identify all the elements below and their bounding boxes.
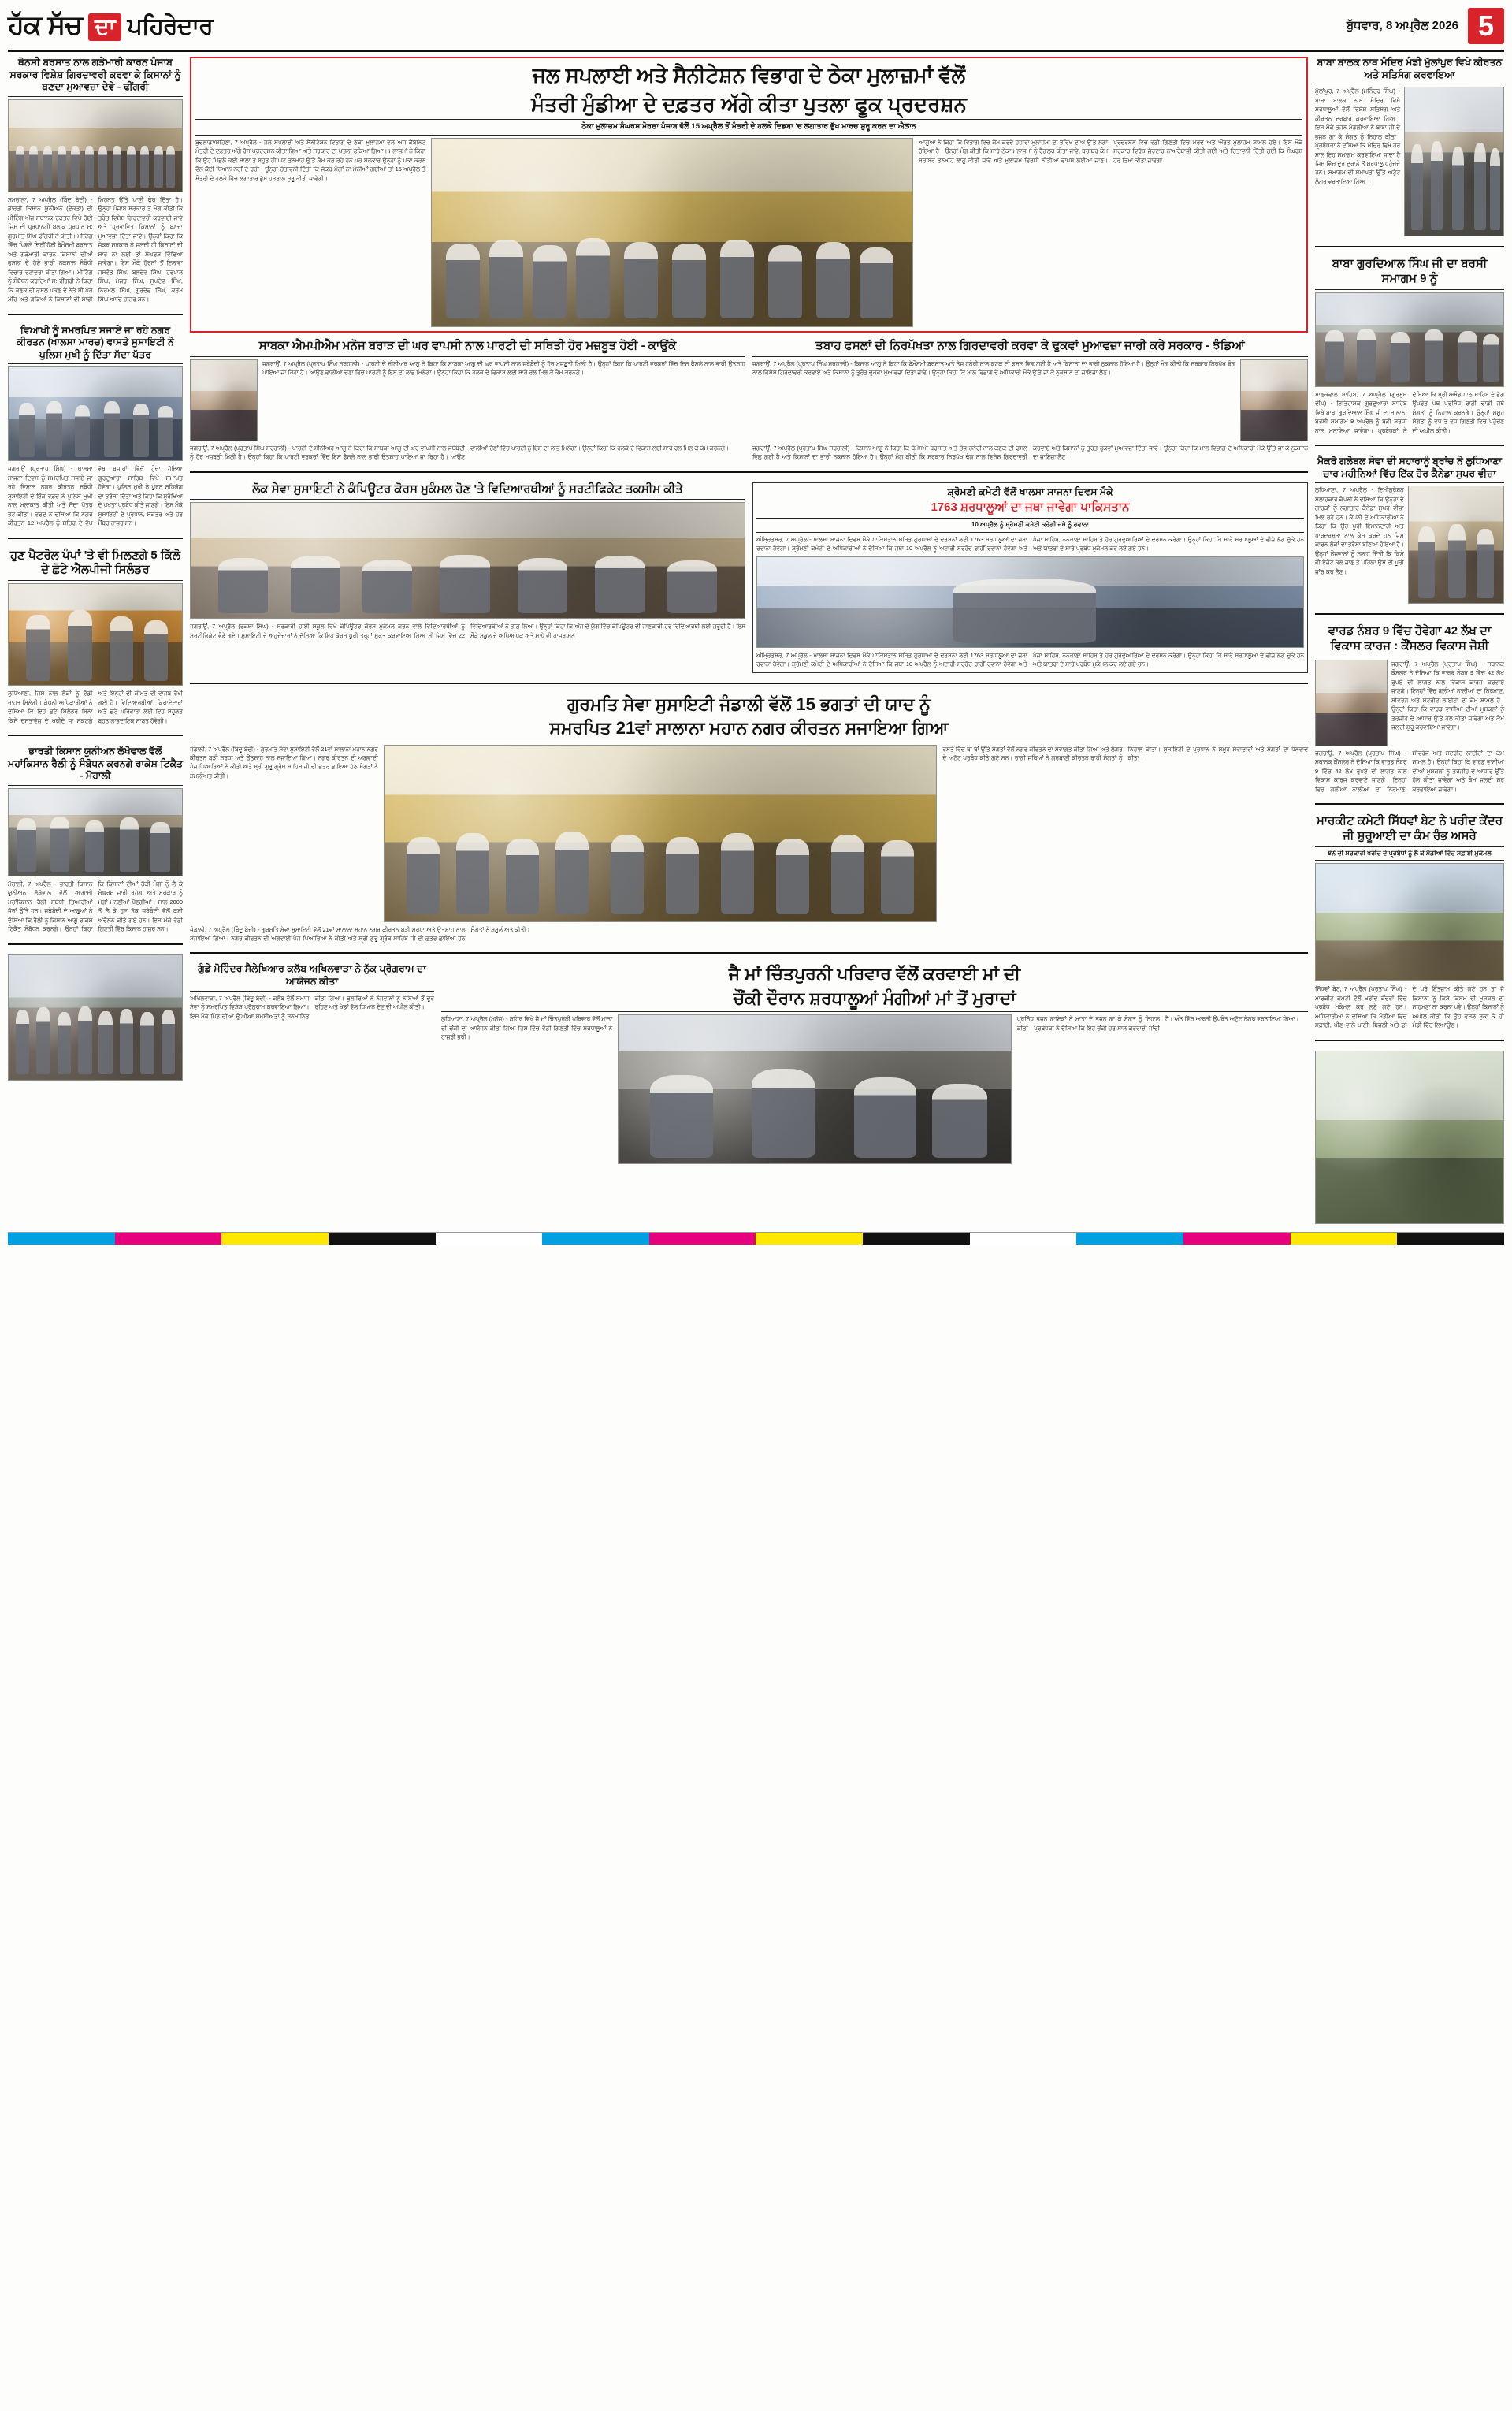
lead-headline-line-2: ਮੰਤਰੀ ਮੁੰਡੀਆ ਦੇ ਦਫ਼ਤਰ ਅੱਗੇ ਕੀਤਾ ਪੁਤਲਾ ਫੂਕ ਪ੍ਰਦਰਸ਼ਨ: [531, 91, 967, 116]
article-body: ਜਗਰਾਉਂ, 7 ਅਪ੍ਰੈਲ (ਪ੍ਰਤਾਪ ਸਿੰਘ ਸਰਹਾਲੀ) - ਪਾਰਟੀ ਦੇ ਸੀਨੀਅਰ ਆਗੂ ਨੇ ਕਿਹਾ ਕਿ ਸਾਬਕਾ ਆਗੂ ਦੀ ਘਰ ਵਾਪਸੀ ਨਾਲ ਜਥੇਬੰਦੀ ਨੂੰ ਹੋਰ ਮਜ਼ਬੂਤੀ ਮਿਲੀ ਹੈ। ਉਨ੍ਹਾਂ ਕਿਹਾ ਕਿ ਪਾਰਟੀ ਵਰਕਰਾਂ ਵਿੱਚ ਇਸ ਫੈਸਲੇ ਨਾਲ ਭਾਰੀ ਉਤਸ਼ਾਹ ਪਾਇਆ ਜਾ ਰਿਹਾ ਹੈ। ਆਉਣ ਵਾਲੀਆਂ ਚੋਣਾਂ ਵਿੱਚ ਪਾਰਟੀ ਨੂੰ ਇਸ ਦਾ ਲਾਭ ਮਿਲੇਗਾ। ਉਨ੍ਹਾਂ ਕਿਹਾ ਕਿ ਹਲਕੇ ਦੇ ਵਿਕਾਸ ਲਈ ਸਾਰੇ ਰਲ ਮਿਲ ਕੇ ਕੰਮ ਕਰਨਗੇ।: [262, 359, 745, 377]
divider: [8, 735, 183, 736]
photo-figures: [191, 503, 745, 618]
article-photo-sgpc-speaker: [756, 556, 1304, 648]
divider: [190, 499, 745, 500]
article-body: ਜਗਰਾਉਂ, 7 ਅਪ੍ਰੈਲ (ਰਕਸ਼ਾ ਸਿੰਘ) - ਸਰਕਾਰੀ ਹਾਈ ਸਕੂਲ ਵਿਖੇ ਕੰਪਿਊਟਰ ਕੋਰਸ ਮੁਕੰਮਲ ਕਰਨ ਵਾਲੇ ਵਿਦਿਆਰਥੀਆਂ ਨੂੰ ਸਰਟੀਫਿਕੇਟ ਵੰਡੇ ਗਏ। ਸੁਸਾਇਟੀ ਦੇ ਅਹੁਦੇਦਾਰਾਂ ਨੇ ਦੱਸਿਆ ਕਿ ਇਹ ਕੋਰਸ ਪੂਰੀ ਤਰ੍ਹਾਂ ਮੁਫ਼ਤ ਕਰਵਾਇਆ ਗਿਆ ਸੀ ਜਿਸ ਵਿੱਚ 22 ਵਿਦਿਆਰਥੀਆਂ ਨੇ ਭਾਗ ਲਿਆ। ਉਨ੍ਹਾਂ ਕਿਹਾ ਕਿ ਅੱਜ ਦੇ ਯੁੱਗ ਵਿੱਚ ਕੰਪਿਊਟਰ ਦੀ ਜਾਣਕਾਰੀ ਹਰ ਵਿਦਿਆਰਥੀ ਲਈ ਜ਼ਰੂਰੀ ਹੈ। ਇਸ ਮੌਕੇ ਸਕੂਲ ਦੇ ਅਧਿਆਪਕ ਅਤੇ ਮਾਪੇ ਵੀ ਹਾਜ਼ਰ ਸਨ।: [190, 623, 745, 639]
divider: [195, 135, 1302, 136]
article-girdawari-jhandian: [752, 339, 1308, 462]
article-photo-field-view: [1315, 1051, 1504, 1224]
article-body: ਜਗਰਾਉਂ (ਪ੍ਰਤਾਪ ਸਿੰਘ) - ਖਾਲਸਾ ਸਾਜਨਾ ਦਿਵਸ ਨੂੰ ਸਮਰਪਿਤ ਸਜਾਏ ਜਾ ਰਹੇ ਵਿਸ਼ਾਲ ਨਗਰ ਕੀਰਤਨ ਸਬੰਧੀ ਸੁਸਾਇਟੀ ਦੇ ਇੱਕ ਵਫ਼ਦ ਨੇ ਪੁਲਿਸ ਮੁਖੀ ਨਾਲ ਮੁਲਾਕਾਤ ਕੀਤੀ ਅਤੇ ਸੱਦਾ ਪੱਤਰ ਭੇਟ ਕੀਤਾ। ਵਫ਼ਦ ਨੇ ਦੱਸਿਆ ਕਿ ਨਗਰ ਕੀਰਤਨ 12 ਅਪ੍ਰੈਲ ਨੂੰ ਸ਼ਹਿਰ ਦੇ ਵੱਖ ਵੱਖ ਬਜ਼ਾਰਾਂ ਵਿੱਚੋਂ ਹੁੰਦਾ ਹੋਇਆ ਗੁਰਦੁਆਰਾ ਸਾਹਿਬ ਵਿਖੇ ਸਮਾਪਤ ਹੋਵੇਗਾ। ਪੁਲਿਸ ਮੁਖੀ ਨੇ ਪੂਰਨ ਸਹਿਯੋਗ ਦਾ ਭਰੋਸਾ ਦਿੱਤਾ ਅਤੇ ਕਿਹਾ ਕਿ ਸੁਰੱਖਿਆ ਦੇ ਪੁਖਤਾ ਪ੍ਰਬੰਧ ਕੀਤੇ ਜਾਣਗੇ। ਇਸ ਮੌਕੇ ਸੁਸਾਇਟੀ ਦੇ ਪ੍ਰਧਾਨ, ਸਕੱਤਰ ਅਤੇ ਹੋਰ ਮੈਂਬਰ ਹਾਜ਼ਰ ਸਨ।: [8, 465, 183, 527]
photo-figures: [757, 557, 1303, 647]
article-photo-office-staff: [1408, 486, 1504, 604]
article-photo-temple-sangat: [1404, 87, 1504, 236]
photo-figures: [9, 100, 182, 192]
article-body: ਸਮਰਾਲਾ, 7 ਅਪ੍ਰੈਲ (ਬਿੰਦੂ ਬੇਦੀ) - ਭਾਰਤੀ ਕਿਸਾਨ ਯੂਨੀਅਨ (ਏਕਤਾ) ਦੀ ਮੀਟਿੰਗ ਅੱਜ ਸਥਾਨਕ ਦਫਤਰ ਵਿਖੇ ਹੋਈ ਜਿਸ ਦੀ ਪ੍ਰਧਾਨਗੀ ਬਲਾਕ ਪ੍ਰਧਾਨ ਸ: ਗੁਰਮੀਤ ਸਿੰਘ ਢੀਂਗਰੀ ਨੇ ਕੀਤੀ। ਮੀਟਿੰਗ ਵਿੱਚ ਪਿਛਲੇ ਦਿਨੀਂ ਹੋਈ ਬੇਮੌਸਮੀ ਬਰਸਾਤ ਅਤੇ ਗੜੇਮਾਰੀ ਕਾਰਨ ਕਿਸਾਨਾਂ ਦੀਆਂ ਫਸਲਾਂ ਦੇ ਹੋਏ ਭਾਰੀ ਨੁਕਸਾਨ ਸੰਬੰਧੀ ਵਿਚਾਰ ਵਟਾਂਦਰਾ ਕੀਤਾ ਗਿਆ। ਮੀਟਿੰਗ ਨੂੰ ਸੰਬੋਧਨ ਕਰਦਿਆਂ ਸ: ਢੀਂਗਰੀ ਨੇ ਕਿਹਾ ਕਿ ਕਣਕ ਦੀ ਫਸਲ ਪੱਕਣ ਦੇ ਨੇੜੇ ਸੀ ਪਰ ਮੀਂਹ ਅਤੇ ਗੜਿਆਂ ਨੇ ਕਿਸਾਨਾਂ ਦੀ ਸਾਰੀ ਮਿਹਨਤ ਉੱਤੇ ਪਾਣੀ ਫੇਰ ਦਿੱਤਾ ਹੈ। ਉਨ੍ਹਾਂ ਪੰਜਾਬ ਸਰਕਾਰ ਤੋਂ ਮੰਗ ਕੀਤੀ ਕਿ ਤੁਰੰਤ ਵਿਸ਼ੇਸ਼ ਗਿਰਦਾਵਰੀ ਕਰਵਾਈ ਜਾਵੇ ਅਤੇ ਪ੍ਰਭਾਵਿਤ ਕਿਸਾਨਾਂ ਨੂੰ ਬਣਦਾ ਮੁਆਵਜ਼ਾ ਦਿੱਤਾ ਜਾਵੇ। ਉਨ੍ਹਾਂ ਕਿਹਾ ਕਿ ਜੇਕਰ ਸਰਕਾਰ ਨੇ ਜਲਦੀ ਹੀ ਕਿਸਾਨਾਂ ਦੀ ਸਾਰ ਨਾ ਲਈ ਤਾਂ ਸੰਘਰਸ਼ ਵਿੱਢਿਆ ਜਾਵੇਗਾ। ਇਸ ਮੌਕੇ ਹੋਰਨਾਂ ਤੋਂ ਇਲਾਵਾ ਜਸਵੰਤ ਸਿੰਘ, ਬਲਦੇਵ ਸਿੰਘ, ਹਰਪਾਲ ਸਿੰਘ, ਮੇਜਰ ਸਿੰਘ, ਸੁਖਦੇਵ ਸਿੰਘ, ਨਿਰਮਲ ਸਿੰਘ, ਗੁਰਦੇਵ ਸਿੰਘ, ਕਰਮ ਸਿੰਘ ਆਦਿ ਹਾਜ਼ਰ ਸਨ।: [8, 195, 183, 303]
article-computer-course-certificates: [190, 482, 745, 673]
article-headline-line-2: ਸਮਰਪਿਤ 21ਵਾਂ ਸਾਲਾਨਾ ਮਹਾਨ ਨਗਰ ਕੀਰਤਨ ਸਜਾਇਆ ਗਿਆ: [549, 718, 949, 739]
article-photo-club-group: [8, 954, 183, 1081]
newspaper-logo: [8, 10, 213, 41]
article-body: ਮਾਣਕਵਾਲ ਸਾਹਿਬ, 7 ਅਪ੍ਰੈਲ (ਗੁਰਮੁਖ ਦੀਪ) - ਇਤਿਹਾਸਕ ਗੁਰਦੁਆਰਾ ਸਾਹਿਬ ਵਿਖੇ ਬਾਬਾ ਗੁਰਦਿਆਲ ਸਿੰਘ ਜੀ ਦਾ ਸਾਲਾਨਾ ਬਰਸੀ ਸਮਾਗਮ 9 ਅਪ੍ਰੈਲ ਨੂੰ ਬੜੀ ਸ਼ਰਧਾ ਨਾਲ ਮਨਾਇਆ ਜਾਵੇਗਾ। ਪ੍ਰਬੰਧਕਾਂ ਨੇ ਦੱਸਿਆ ਕਿ ਸ੍ਰੀ ਅਖੰਡ ਪਾਠ ਸਾਹਿਬ ਦੇ ਭੋਗ ਉਪਰੰਤ ਪੰਥ ਪ੍ਰਸਿੱਧ ਰਾਗੀ ਢਾਡੀ ਜਥੇ ਸੰਗਤਾਂ ਨੂੰ ਨਿਹਾਲ ਕਰਨਗੇ। ਉਨ੍ਹਾਂ ਸਮੂਹ ਸੰਗਤਾਂ ਨੂੰ ਵੱਧ ਤੋਂ ਵੱਧ ਗਿਣਤੀ ਵਿੱਚ ਪਹੁੰਚਣ ਦੀ ਅਪੀਲ ਕੀਤੀ।: [1315, 390, 1504, 434]
logo-part-3: ਪਹਿਰੇਦਾਰ: [127, 13, 213, 39]
divider: [190, 952, 1308, 954]
article-body-cont: ਜਗਰਾਉਂ, 7 ਅਪ੍ਰੈਲ (ਪ੍ਰਤਾਪ ਸਿੰਘ ਸਰਹਾਲੀ) - ਪਾਰਟੀ ਦੇ ਸੀਨੀਅਰ ਆਗੂ ਨੇ ਕਿਹਾ ਕਿ ਸਾਬਕਾ ਆਗੂ ਦੀ ਘਰ ਵਾਪਸੀ ਨਾਲ ਜਥੇਬੰਦੀ ਨੂੰ ਹੋਰ ਮਜ਼ਬੂਤੀ ਮਿਲੀ ਹੈ। ਉਨ੍ਹਾਂ ਕਿਹਾ ਕਿ ਪਾਰਟੀ ਵਰਕਰਾਂ ਵਿੱਚ ਇਸ ਫੈਸਲੇ ਨਾਲ ਭਾਰੀ ਉਤਸ਼ਾਹ ਪਾਇਆ ਜਾ ਰਿਹਾ ਹੈ। ਆਉਣ ਵਾਲੀਆਂ ਚੋਣਾਂ ਵਿੱਚ ਪਾਰਟੀ ਨੂੰ ਇਸ ਦਾ ਲਾਭ ਮਿਲੇਗਾ। ਉਨ੍ਹਾਂ ਕਿਹਾ ਕਿ ਹਲਕੇ ਦੇ ਵਿਕਾਸ ਲਈ ਸਾਰੇ ਰਲ ਮਿਲ ਕੇ ਕੰਮ ਕਰਨਗੇ।: [190, 444, 729, 461]
divider: [190, 683, 1308, 684]
article-body: ਅਖਿਲਵਾੜਾ, 7 ਅਪ੍ਰੈਲ (ਬਿੰਦੂ ਬੇਦੀ) - ਕਲੱਬ ਵੱਲੋਂ ਸਮਾਜ ਸੇਵਾ ਨੂੰ ਸਮਰਪਿਤ ਵਿਸ਼ੇਸ਼ ਪ੍ਰੋਗਰਾਮ ਕਰਵਾਇਆ ਗਿਆ। ਇਸ ਮੌਕੇ ਪਿੰਡ ਦੀਆਂ ਉੱਘੀਆਂ ਸ਼ਖ਼ਸੀਅਤਾਂ ਨੂੰ ਸਨਮਾਨਿਤ ਕੀਤਾ ਗਿਆ। ਬੁਲਾਰਿਆਂ ਨੇ ਨੌਜਵਾਨਾਂ ਨੂੰ ਨਸ਼ਿਆਂ ਤੋਂ ਦੂਰ ਰਹਿਣ ਅਤੇ ਖੇਡਾਂ ਵੱਲ ਧਿਆਨ ਦੇਣ ਦੀ ਅਪੀਲ ਕੀਤੀ।: [190, 994, 434, 1020]
article-body: ਲੁਧਿਆਣਾ, 7 ਅਪ੍ਰੈਲ - ਇਮੀਗ੍ਰੇਸ਼ਨ ਸਲਾਹਕਾਰ ਕੰਪਨੀ ਨੇ ਦੱਸਿਆ ਕਿ ਉਨ੍ਹਾਂ ਦੇ ਗਾਹਕਾਂ ਨੂੰ ਲਗਾਤਾਰ ਕੈਨੇਡਾ ਸੁਪਰ ਵੀਜ਼ਾ ਮਿਲ ਰਹੇ ਹਨ। ਕੰਪਨੀ ਦੇ ਅਧਿਕਾਰੀਆਂ ਨੇ ਕਿਹਾ ਕਿ ਉਹ ਪੂਰੀ ਇਮਾਨਦਾਰੀ ਅਤੇ ਪਾਰਦਰਸ਼ਤਾ ਨਾਲ ਕੰਮ ਕਰਦੇ ਹਨ ਜਿਸ ਕਾਰਨ ਲੋਕਾਂ ਦਾ ਭਰੋਸਾ ਬਣਿਆ ਹੋਇਆ ਹੈ। ਉਨ੍ਹਾਂ ਨੌਜਵਾਨਾਂ ਨੂੰ ਸਲਾਹ ਦਿੱਤੀ ਕਿ ਕਿਸੇ ਵੀ ਏਜੰਟ ਕੋਲ ਜਾਣ ਤੋਂ ਪਹਿਲਾਂ ਉਸ ਦੀ ਪੂਰੀ ਜਾਂਚ ਕਰ ਲੈਣ।: [1315, 486, 1404, 575]
lead-headline-line-1: ਜਲ ਸਪਲਾਈ ਅਤੇ ਸੈਨੀਟੇਸ਼ਨ ਵਿਭਾਗ ਦੇ ਠੇਕਾ ਮੁਲਾਜ਼ਮਾਂ ਵੱਲੋਂ: [532, 63, 966, 87]
article-balak-nath-temple: [1315, 57, 1504, 236]
article-body: ਸਿੱਧਵਾਂ ਬੇਟ, 7 ਅਪ੍ਰੈਲ (ਪ੍ਰਤਾਪ ਸਿੰਘ) - ਮਾਰਕੀਟ ਕਮੇਟੀ ਵੱਲੋਂ ਖਰੀਦ ਕੇਂਦਰਾਂ ਵਿੱਚ ਪ੍ਰਬੰਧ ਮੁਕੰਮਲ ਕਰ ਲਏ ਗਏ ਹਨ। ਅਧਿਕਾਰੀਆਂ ਨੇ ਦੱਸਿਆ ਕਿ ਮੰਡੀਆਂ ਵਿੱਚ ਸਫ਼ਾਈ, ਪੀਣ ਵਾਲੇ ਪਾਣੀ, ਬਿਜਲੀ ਅਤੇ ਛਾਂ ਦੇ ਪੂਰੇ ਇੰਤਜ਼ਾਮ ਕੀਤੇ ਗਏ ਹਨ ਤਾਂ ਜੋ ਕਿਸਾਨਾਂ ਨੂੰ ਕਿਸੇ ਕਿਸਮ ਦੀ ਮੁਸ਼ਕਲ ਦਾ ਸਾਹਮਣਾ ਨਾ ਕਰਨਾ ਪਵੇ। ਉਨ੍ਹਾਂ ਕਿਸਾਨਾਂ ਨੂੰ ਅਪੀਲ ਕੀਤੀ ਕਿ ਉਹ ਫਸਲ ਸੁਕਾ ਕੇ ਹੀ ਮੰਡੀ ਵਿੱਚ ਲਿਆਉਣ।: [1315, 985, 1504, 1029]
article-ward-9-development: [1315, 624, 1504, 794]
article-body-cont: ਜਗਰਾਉਂ, 7 ਅਪ੍ਰੈਲ (ਪ੍ਰਤਾਪ ਸਿੰਘ) - ਸਥਾਨਕ ਕੌਂਸਲਰ ਨੇ ਦੱਸਿਆ ਕਿ ਵਾਰਡ ਨੰਬਰ 9 ਵਿੱਚ 42 ਲੱਖ ਰੁਪਏ ਦੀ ਲਾਗਤ ਨਾਲ ਵਿਕਾਸ ਕਾਰਜ ਕਰਵਾਏ ਜਾਣਗੇ। ਇਨ੍ਹਾਂ ਵਿੱਚ ਗਲੀਆਂ ਨਾਲੀਆਂ ਦਾ ਨਿਰਮਾਣ, ਸੀਵਰੇਜ ਅਤੇ ਸਟਰੀਟ ਲਾਈਟਾਂ ਦਾ ਕੰਮ ਸ਼ਾਮਲ ਹੈ। ਉਨ੍ਹਾਂ ਕਿਹਾ ਕਿ ਵਾਰਡ ਵਾਸੀਆਂ ਦੀਆਂ ਮੁਸ਼ਕਲਾਂ ਨੂੰ ਤਰਜੀਹ ਦੇ ਆਧਾਰ ਉੱਤੇ ਹੱਲ ਕੀਤਾ ਜਾਵੇਗਾ ਅਤੇ ਕੰਮ ਜਲਦੀ ਸ਼ੁਰੂ ਕਰਵਾਇਆ ਜਾਵੇਗਾ।: [1315, 749, 1504, 793]
article-headline-line-1: ਜੈ ਮਾਂ ਚਿੰਤਪੁਰਨੀ ਪਰਿਵਾਰ ਵੱਲੋਂ ਕਰਵਾਈ ਮਾਂ ਦੀ: [728, 964, 1021, 984]
divider: [8, 538, 183, 539]
article-content-row: [441, 1014, 1308, 1164]
center-bottom-row: [190, 963, 1308, 1164]
article-body-left: ਜੰਡਾਲੀ, 7 ਅਪ੍ਰੈਲ (ਬਿੰਦੂ ਬੇਦੀ) - ਗੁਰਮਤਿ ਸੇਵਾ ਸੁਸਾਇਟੀ ਵੱਲੋਂ 21ਵਾਂ ਸਾਲਾਨਾ ਮਹਾਨ ਨਗਰ ਕੀਰਤਨ ਬੜੀ ਸ਼ਰਧਾ ਅਤੇ ਉਤਸ਼ਾਹ ਨਾਲ ਸਜਾਇਆ ਗਿਆ। ਨਗਰ ਕੀਰਤਨ ਦੀ ਅਗਵਾਈ ਪੰਜ ਪਿਆਰਿਆਂ ਨੇ ਕੀਤੀ ਅਤੇ ਸ੍ਰੀ ਗੁਰੂ ਗ੍ਰੰਥ ਸਾਹਿਬ ਜੀ ਦੀ ਛਤਰ ਛਾਇਆ ਹੇਠ ਸੰਗਤਾਂ ਨੇ ਸ਼ਮੂਲੀਅਤ ਕੀਤੀ।: [190, 745, 378, 779]
photo-figures: [432, 139, 912, 326]
divider: [1315, 445, 1504, 446]
article-headline: ਗੁੰਡੇ ਮੋਹਿੰਦਰ ਸੈਲੇਖਿਆਰ ਕਲੱਬ ਅਖਿਲਵਾੜਾ ਨੇ ਨੁੱਕ ਪ੍ਰੋਗਰਾਮ ਦਾ ਆਯੋਜਨ ਕੀਤਾ: [198, 963, 426, 988]
divider: [1315, 846, 1504, 847]
article-headline-line-2: ਚੌਂਕੀ ਦੌਰਾਨ ਸ਼ਰਧਾਲੂਆਂ ਮੰਗੀਆਂ ਮਾਂ ਤੋਂ ਮੁਰਾਦਾਂ: [733, 988, 1016, 1008]
article-bku-hail-compensation: [8, 57, 183, 304]
divider: [8, 785, 183, 786]
divider: [8, 943, 183, 945]
article-photo-police-meeting: [8, 366, 183, 461]
article-headline: ਵਿਆਖੀ ਨੂੰ ਸਮਰਪਿਤ ਸਜਾਏ ਜਾ ਰਹੇ ਨਗਰ ਕੀਰਤਨ (ਖਾਲਸਾ ਮਾਰਚ) ਵਾਸਤੇ ਸੁਸਾਇਟੀ ਨੇ ਪੁਲਿਸ ਮੁਖੀ ਨੂੰ ਦਿੱਤਾ ਸੱਦਾ ਪੱਤਰ: [17, 324, 174, 360]
divider: [1315, 246, 1504, 247]
article-body-left: ਲੁਧਿਆਣਾ, 7 ਅਪ੍ਰੈਲ (ਮਨੋਜ) - ਸ਼ਹਿਰ ਵਿਖੇ ਜੈ ਮਾਂ ਚਿੰਤਪੁਰਨੀ ਪਰਿਵਾਰ ਵੱਲੋਂ ਮਾਤਾ ਦੀ ਚੌਂਕੀ ਦਾ ਆਯੋਜਨ ਕੀਤਾ ਗਿਆ ਜਿਸ ਵਿੱਚ ਵੱਡੀ ਗਿਣਤੀ ਵਿੱਚ ਸ਼ਰਧਾਲੂਆਂ ਨੇ ਹਾਜ਼ਰੀ ਭਰੀ।: [441, 1015, 613, 1041]
article-photo-farmers-group: [8, 788, 183, 876]
logo-part-2: ਦਾ: [88, 13, 121, 41]
divider: [8, 314, 183, 315]
article-headline-sub: 1763 ਸ਼ਰਧਾਲੂਆਂ ਦਾ ਜਥਾ ਜਾਵੇਗਾ ਪਾਕਿਸਤਾਨ: [931, 500, 1130, 515]
photo-figures: [9, 584, 182, 685]
divider: [195, 119, 1302, 120]
page-number-badge: 5: [1468, 8, 1504, 44]
article-body: ਮੋਹਾਲੀ, 7 ਅਪ੍ਰੈਲ - ਭਾਰਤੀ ਕਿਸਾਨ ਯੂਨੀਅਨ ਲੱਖੋਵਾਲ ਵੱਲੋਂ ਆਗਾਮੀ ਮਹਾਂਕਿਸਾਨ ਰੈਲੀ ਸਬੰਧੀ ਤਿਆਰੀਆਂ ਜ਼ੋਰਾਂ ਉੱਤੇ ਹਨ। ਜਥੇਬੰਦੀ ਦੇ ਆਗੂਆਂ ਨੇ ਦੱਸਿਆ ਕਿ ਰੈਲੀ ਨੂੰ ਕਿਸਾਨ ਆਗੂ ਰਾਕੇਸ਼ ਟਿਕੈਤ ਸੰਬੋਧਨ ਕਰਨਗੇ। ਉਨ੍ਹਾਂ ਕਿਹਾ ਕਿ ਕਿਸਾਨਾਂ ਦੀਆਂ ਹੱਕੀ ਮੰਗਾਂ ਨੂੰ ਲੈ ਕੇ ਸੰਘਰਸ਼ ਜਾਰੀ ਰਹੇਗਾ ਅਤੇ ਸਰਕਾਰ ਨੂੰ ਮੰਗਾਂ ਮੰਨਣੀਆਂ ਪੈਣਗੀਆਂ। ਸਾਲ 2000 ਤੋਂ ਲੈ ਕੇ ਹੁਣ ਤੱਕ ਜਥੇਬੰਦੀ ਵੱਲੋਂ ਕਈ ਅੰਦੋਲਨ ਕੀਤੇ ਗਏ ਹਨ। ਇਸ ਮੌਕੇ ਵੱਡੀ ਗਿਣਤੀ ਵਿੱਚ ਕਿਸਾਨ ਹਾਜ਼ਰ ਸਨ।: [8, 880, 183, 933]
divider: [190, 356, 745, 357]
article-lpg-small-cylinder: [8, 549, 183, 725]
article-photo-leader-portrait-2: [1240, 359, 1308, 441]
article-headline: ਹੁਣ ਪੈਟਰੋਲ ਪੰਪਾਂ 'ਤੇ ਵੀ ਮਿਲਣਗੇ 5 ਕਿੱਲੋ ਦੇ ਛੋਟੇ ਐਲਪੀਜੀ ਸਿਲੰਡਰ: [9, 548, 181, 577]
article-body: ਜਗਰਾਉਂ, 7 ਅਪ੍ਰੈਲ (ਪ੍ਰਤਾਪ ਸਿੰਘ) - ਸਥਾਨਕ ਕੌਂਸਲਰ ਨੇ ਦੱਸਿਆ ਕਿ ਵਾਰਡ ਨੰਬਰ 9 ਵਿੱਚ 42 ਲੱਖ ਰੁਪਏ ਦੀ ਲਾਗਤ ਨਾਲ ਵਿਕਾਸ ਕਾਰਜ ਕਰਵਾਏ ਜਾਣਗੇ। ਇਨ੍ਹਾਂ ਵਿੱਚ ਗਲੀਆਂ ਨਾਲੀਆਂ ਦਾ ਨਿਰਮਾਣ, ਸੀਵਰੇਜ ਅਤੇ ਸਟਰੀਟ ਲਾਈਟਾਂ ਦਾ ਕੰਮ ਸ਼ਾਮਲ ਹੈ। ਉਨ੍ਹਾਂ ਕਿਹਾ ਕਿ ਵਾਰਡ ਵਾਸੀਆਂ ਦੀਆਂ ਮੁਸ਼ਕਲਾਂ ਨੂੰ ਤਰਜੀਹ ਦੇ ਆਧਾਰ ਉੱਤੇ ਹੱਲ ਕੀਤਾ ਜਾਵੇਗਾ ਅਤੇ ਕੰਮ ਜਲਦੀ ਸ਼ੁਰੂ ਕਰਵਾਇਆ ਜਾਵੇਗਾ।: [1391, 660, 1504, 731]
divider: [441, 1011, 1308, 1012]
center-column: [190, 57, 1308, 1224]
article-photo-barsi-sangat: [1315, 292, 1504, 387]
article-maa-chintpurni-chowki: [441, 963, 1308, 1164]
article-body: ਮੁੱਲਾਂਪੁਰ, 7 ਅਪ੍ਰੈਲ (ਮਨਿੰਦਰ ਸਿੰਘ) - ਬਾਬਾ ਬਾਲਕ ਨਾਥ ਮੰਦਿਰ ਵਿਖੇ ਸ਼ਰਧਾਲੂਆਂ ਵੱਲੋਂ ਵਿਸ਼ੇਸ਼ ਸਤਿਸੰਗ ਅਤੇ ਕੀਰਤਨ ਦਰਬਾਰ ਕਰਵਾਇਆ ਗਿਆ। ਇਸ ਮੌਕੇ ਭਜਨ ਮੰਡਲੀਆਂ ਨੇ ਬਾਬਾ ਜੀ ਦੇ ਭਜਨ ਗਾ ਕੇ ਸੰਗਤ ਨੂੰ ਨਿਹਾਲ ਕੀਤਾ। ਪ੍ਰਬੰਧਕਾਂ ਨੇ ਦੱਸਿਆ ਕਿ ਮੰਦਿਰ ਵਿਖੇ ਹਰ ਸਾਲ ਇਹ ਸਮਾਗਮ ਕਰਵਾਇਆ ਜਾਂਦਾ ਹੈ ਜਿਸ ਵਿੱਚ ਦੂਰ ਦੁਰਾਡੇ ਤੋਂ ਸ਼ਰਧਾਲੂ ਪਹੁੰਚਦੇ ਹਨ। ਸਮਾਗਮ ਦੀ ਸਮਾਪਤੀ ਉੱਤੇ ਅਟੁੱਟ ਲੰਗਰ ਵਰਤਾਇਆ ਗਿਆ।: [1315, 87, 1401, 185]
article-body-cont: ਜਗਰਾਉਂ, 7 ਅਪ੍ਰੈਲ (ਪ੍ਰਤਾਪ ਸਿੰਘ ਸਰਹਾਲੀ) - ਕਿਸਾਨ ਆਗੂ ਨੇ ਕਿਹਾ ਕਿ ਬੇਮੌਸਮੀ ਬਰਸਾਤ ਅਤੇ ਤੇਜ਼ ਹਨੇਰੀ ਨਾਲ ਕਣਕ ਦੀ ਫਸਲ ਵਿਛ ਗਈ ਹੈ ਅਤੇ ਕਿਸਾਨਾਂ ਦਾ ਭਾਰੀ ਨੁਕਸਾਨ ਹੋਇਆ ਹੈ। ਉਨ੍ਹਾਂ ਮੰਗ ਕੀਤੀ ਕਿ ਸਰਕਾਰ ਨਿਰਪੱਖ ਢੰਗ ਨਾਲ ਵਿਸ਼ੇਸ਼ ਗਿਰਦਾਵਰੀ ਕਰਵਾਏ ਅਤੇ ਕਿਸਾਨਾਂ ਨੂੰ ਤੁਰੰਤ ਢੁਕਵਾਂ ਮੁਆਵਜ਼ਾ ਦਿੱਤਾ ਜਾਵੇ। ਉਨ੍ਹਾਂ ਕਿਹਾ ਕਿ ਮਾਲ ਵਿਭਾਗ ਦੇ ਅਧਿਕਾਰੀ ਮੌਕੇ ਉੱਤੇ ਜਾ ਕੇ ਨੁਕਸਾਨ ਦਾ ਜਾਇਜ਼ਾ ਲੈਣ।: [752, 444, 1308, 461]
divider: [1315, 613, 1504, 615]
divider: [190, 991, 434, 992]
masthead-meta: [1347, 8, 1504, 44]
article-body: ਲੁਧਿਆਣਾ, ਜਿਸ ਨਾਲ ਲੋਕਾਂ ਨੂੰ ਵੱਡੀ ਰਾਹਤ ਮਿਲੇਗੀ। ਕੰਪਨੀ ਅਧਿਕਾਰੀਆਂ ਨੇ ਦੱਸਿਆ ਕਿ ਇਹ ਛੋਟੇ ਸਿਲੰਡਰ ਬਿਨਾਂ ਕਿਸੇ ਦਸਤਾਵੇਜ਼ ਦੇ ਖਰੀਦੇ ਜਾ ਸਕਣਗੇ ਅਤੇ ਇਨ੍ਹਾਂ ਦੀ ਕੀਮਤ ਵੀ ਵਾਜਬ ਰੱਖੀ ਗਈ ਹੈ। ਵਿਦਿਆਰਥੀਆਂ, ਕਿਰਾਏਦਾਰਾਂ ਅਤੇ ਛੋਟੇ ਪਰਿਵਾਰਾਂ ਲਈ ਇਹ ਸਹੂਲਤ ਬਹੁਤ ਲਾਭਦਾਇਕ ਸਾਬਤ ਹੋਵੇਗੀ।: [8, 690, 183, 724]
article-photo-certificate-ceremony: [190, 502, 745, 619]
masthead: [8, 6, 1504, 52]
divider: [752, 356, 1308, 357]
center-two-up-row: [190, 339, 1308, 462]
left-column: [8, 57, 183, 1224]
photo-figures: [9, 367, 182, 460]
divider: [756, 532, 1304, 533]
article-canada-super-visa: [1315, 456, 1504, 604]
photo-figures: [619, 1015, 1011, 1163]
print-registration-colorbar: [8, 1232, 1504, 1245]
article-market-committee-sidhwan-bet: [1315, 814, 1504, 1030]
article-headline: ਤਬਾਹ ਫਸਲਾਂ ਦੀ ਨਿਰਪੱਖਤਾ ਨਾਲ ਗਿਰਦਾਵਰੀ ਕਰਵਾ ਕੇ ਢੁਕਵਾਂ ਮੁਆਵਜ਼ਾ ਜਾਰੀ ਕਰੇ ਸਰਕਾਰ - ਝੰਡਿਆਂ: [815, 338, 1245, 352]
photo-figures: [1316, 293, 1503, 386]
lead-story: [190, 57, 1308, 333]
article-nagar-kirtan-police-invite: [8, 325, 183, 528]
article-gurmat-seva-nagar-kirtan: [190, 694, 1308, 943]
article-headline: ਸਾਬਕਾ ਐਮਪੀਐਮ ਮਨੋਜ ਬਰਾੜ ਦੀ ਘਰ ਵਾਪਸੀ ਨਾਲ ਪਾਰਟੀ ਦੀ ਸਥਿਤੀ ਹੋਰ ਮਜ਼ਬੂਤ ਹੋਈ - ਕਾਉਂਕੇ: [258, 338, 677, 352]
article-club-program-left-part: [8, 954, 183, 1081]
article-club-program: [190, 963, 434, 1164]
photo-figures: [385, 746, 937, 921]
article-headline: ਥੋਨਸੀ ਬਰਸਾਤ ਨਾਲ ਗੜੇਮਾਰੀ ਕਾਰਨ ਪੰਜਾਬ ਸਰਕਾਰ ਵਿਸ਼ੇਸ਼ ਗਿਰਦਾਵਰੀ ਕਰਵਾ ਕੇ ਕਿਸਾਨਾਂ ਨੂੰ ਬਣਦਾ ਮੁਆਵਜ਼ਾ ਦੇਵੇ - ਢੀਂਗਰੀ: [9, 57, 181, 93]
divider: [756, 518, 1304, 519]
article-content-row: [190, 745, 1308, 922]
divider: [8, 96, 183, 97]
article-body-right: ਰਸਤੇ ਵਿੱਚ ਥਾਂ ਥਾਂ ਉੱਤੇ ਸੰਗਤਾਂ ਵੱਲੋਂ ਨਗਰ ਕੀਰਤਨ ਦਾ ਸਵਾਗਤ ਕੀਤਾ ਗਿਆ ਅਤੇ ਲੰਗਰ ਦੇ ਅਟੁੱਟ ਪ੍ਰਬੰਧ ਕੀਤੇ ਗਏ ਸਨ। ਰਾਗੀ ਜਥਿਆਂ ਨੇ ਗੁਰਬਾਣੀ ਕੀਰਤਨ ਰਾਹੀਂ ਸੰਗਤਾਂ ਨੂੰ ਨਿਹਾਲ ਕੀਤਾ। ਸੁਸਾਇਟੀ ਦੇ ਪ੍ਰਧਾਨ ਨੇ ਸਮੂਹ ਸੇਵਾਦਾਰਾਂ ਅਤੇ ਸੰਗਤਾਂ ਦਾ ਧੰਨਵਾਦ ਕੀਤਾ।: [942, 745, 1308, 762]
lead-body-left: ਬੁਢਲਾਡਾ/ਸ਼ਹਿਣਾ, 7 ਅਪ੍ਰੈਲ - ਜਲ ਸਪਲਾਈ ਅਤੇ ਸੈਨੀਟੇਸ਼ਨ ਵਿਭਾਗ ਦੇ ਠੇਕਾ ਮੁਲਾਜ਼ਮਾਂ ਵੱਲੋਂ ਅੱਜ ਕੈਬਨਿਟ ਮੰਤਰੀ ਦੇ ਦਫ਼ਤਰ ਅੱਗੇ ਰੋਸ ਪ੍ਰਦਰਸ਼ਨ ਕੀਤਾ ਗਿਆ ਅਤੇ ਸਰਕਾਰ ਦਾ ਪੁਤਲਾ ਫੂਕਿਆ ਗਿਆ। ਮੁਲਾਜ਼ਮਾਂ ਨੇ ਕਿਹਾ ਕਿ ਉਹ ਪਿਛਲੇ ਕਈ ਸਾਲਾਂ ਤੋਂ ਬਹੁਤ ਹੀ ਘੱਟ ਤਨਖਾਹ ਉੱਤੇ ਕੰਮ ਕਰ ਰਹੇ ਹਨ ਪਰ ਸਰਕਾਰ ਉਨ੍ਹਾਂ ਨੂੰ ਪੱਕਾ ਕਰਨ ਵੱਲ ਕੋਈ ਧਿਆਨ ਨਹੀਂ ਦੇ ਰਹੀ। ਉਨ੍ਹਾਂ ਚੇਤਾਵਨੀ ਦਿੱਤੀ ਕਿ ਜੇਕਰ ਮੰਗਾਂ ਨਾ ਮੰਨੀਆਂ ਗਈਆਂ ਤਾਂ 15 ਅਪ੍ਰੈਲ ਤੋਂ ਮੰਤਰੀ ਦੇ ਹਲਕੇ ਵਿੱਚ ਲਗਾਤਾਰ ਭੁੱਖ ਹੜਤਾਲ ਸ਼ੁਰੂ ਕੀਤੀ ਜਾਵੇਗੀ।: [195, 138, 426, 182]
lead-photo-protest-effigy: [431, 138, 913, 327]
article-photo-leader-portrait: [190, 359, 258, 441]
article-photo-indoor-group: [8, 99, 183, 192]
photo-figures: [1409, 486, 1503, 603]
center-two-up-row-2: [190, 482, 1308, 673]
divider: [1315, 803, 1504, 805]
article-body-bottom: ਜੰਡਾਲੀ, 7 ਅਪ੍ਰੈਲ (ਬਿੰਦੂ ਬੇਦੀ) - ਗੁਰਮਤਿ ਸੇਵਾ ਸੁਸਾਇਟੀ ਵੱਲੋਂ 21ਵਾਂ ਸਾਲਾਨਾ ਮਹਾਨ ਨਗਰ ਕੀਰਤਨ ਬੜੀ ਸ਼ਰਧਾ ਅਤੇ ਉਤਸ਼ਾਹ ਨਾਲ ਸਜਾਇਆ ਗਿਆ। ਨਗਰ ਕੀਰਤਨ ਦੀ ਅਗਵਾਈ ਪੰਜ ਪਿਆਰਿਆਂ ਨੇ ਕੀਤੀ ਅਤੇ ਸ੍ਰੀ ਗੁਰੂ ਗ੍ਰੰਥ ਸਾਹਿਬ ਜੀ ਦੀ ਛਤਰ ਛਾਇਆ ਹੇਠ ਸੰਗਤਾਂ ਨੇ ਸ਼ਮੂਲੀਅਤ ਕੀਤੀ।: [190, 925, 530, 943]
article-photo-nagar-kirtan: [384, 745, 938, 922]
article-baba-gurdial-singh-barsi: [1315, 257, 1504, 435]
publication-date: ਬੁੱਧਵਾਰ, 8 ਅਪ੍ਰੈਲ 2026: [1346, 19, 1458, 32]
divider: [1315, 860, 1504, 861]
lead-content-row: [195, 138, 1302, 327]
divider: [1315, 289, 1504, 290]
divider: [1315, 482, 1504, 483]
article-photo-lpg-delivery: [8, 583, 183, 686]
article-headline: ਭਾਰਤੀ ਕਿਸਾਨ ਯੂਨੀਅਨ ਲੱਖੋਵਾਲ ਵੱਲੋਂ ਮਹਾਂਕਿਸਾਨ ਰੈਲੀ ਨੂੰ ਸੰਬੋਧਨ ਕਰਨਗੇ ਰਾਕੇਸ਼ ਟਿਕੈਤ - ਮੋਹਾਲੀ: [8, 746, 183, 782]
article-headline: ਵਾਰਡ ਨੰਬਰ 9 ਵਿੱਚ ਹੋਵੇਗਾ 42 ਲੱਖ ਦਾ ਵਿਕਾਸ ਕਾਰਜ : ਕੌਂਸਲਰ ਵਿਕਾਸ ਜੋਸ਼ੀ: [1328, 624, 1492, 653]
article-sgpc-pakistan-jatha: [752, 482, 1308, 673]
article-headline: ਮਾਰਕੀਟ ਕਮੇਟੀ ਸਿੱਧਵਾਂ ਬੇਟ ਨੇ ਖਰੀਦ ਕੇਂਦਰ ਜੀ ਸ਼ੁਰੂਆਈ ਦਾ ਕੰਮ ਰੰਭ ਅਸਰੇ: [1316, 814, 1503, 843]
photo-figures: [9, 955, 182, 1080]
article-body: ਜਗਰਾਉਂ, 7 ਅਪ੍ਰੈਲ (ਪ੍ਰਤਾਪ ਸਿੰਘ ਸਰਹਾਲੀ) - ਕਿਸਾਨ ਆਗੂ ਨੇ ਕਿਹਾ ਕਿ ਬੇਮੌਸਮੀ ਬਰਸਾਤ ਅਤੇ ਤੇਜ਼ ਹਨੇਰੀ ਨਾਲ ਕਣਕ ਦੀ ਫਸਲ ਵਿਛ ਗਈ ਹੈ ਅਤੇ ਕਿਸਾਨਾਂ ਦਾ ਭਾਰੀ ਨੁਕਸਾਨ ਹੋਇਆ ਹੈ। ਉਨ੍ਹਾਂ ਮੰਗ ਕੀਤੀ ਕਿ ਸਰਕਾਰ ਨਿਰਪੱਖ ਢੰਗ ਨਾਲ ਵਿਸ਼ੇਸ਼ ਗਿਰਦਾਵਰੀ ਕਰਵਾਏ ਅਤੇ ਕਿਸਾਨਾਂ ਨੂੰ ਤੁਰੰਤ ਢੁਕਵਾਂ ਮੁਆਵਜ਼ਾ ਦਿੱਤਾ ਜਾਵੇ। ਉਨ੍ਹਾਂ ਕਿਹਾ ਕਿ ਮਾਲ ਵਿਭਾਗ ਦੇ ਅਧਿਕਾਰੀ ਮੌਕੇ ਉੱਤੇ ਜਾ ਕੇ ਨੁਕਸਾਨ ਦਾ ਜਾਇਜ਼ਾ ਲੈਣ।: [752, 359, 1235, 377]
lead-subhead: ਠੇਕਾ ਮੁਲਾਜ਼ਮ ਸੰਘਰਸ਼ ਮੋਰਚਾ ਪੰਜਾਬ ਵੱਲੋਂ 15 ਅਪ੍ਰੈਲ ਤੋਂ ਮੰਤਰੀ ਦੇ ਹਲਕੇ ਦਿਡਬਾ 'ਚ ਲਗਾਤਾਰ ਭੁੱਖ ਮਾਰਚ ਸ਼ੁਰੂ ਕਰਨ ਦਾ ਐਲਾਨ: [581, 122, 916, 131]
photo-figures: [1405, 87, 1503, 236]
divider: [8, 363, 183, 364]
article-manoj-barar-return: [190, 339, 745, 462]
article-headline: ਸ਼੍ਰੋਮਣੀ ਕਮੇਟੀ ਵੱਲੋਂ ਖਾਲਸਾ ਸਾਜਨਾ ਦਿਵਸ ਮੌਕੇ: [947, 486, 1113, 497]
divider: [8, 580, 183, 581]
article-headline: ਬਾਬਾ ਗੁਰਦਿਆਲ ਸਿੰਘ ਜੀ ਦਾ ਬਰਸੀ ਸਮਾਗਮ 9 ਨੂੰ: [1332, 257, 1488, 285]
article-subhead: 10 ਅਪ੍ਰੈਲ ਨੂੰ ਸ਼੍ਰੋਮਣੀ ਕਮੇਟੀ ਕਰੇਗੀ ਜਥੇ ਨੂੰ ਰਵਾਨਾ: [971, 520, 1090, 528]
article-kisan-rally-tikait: [8, 746, 183, 934]
right-column-filler-photo-block: [1315, 1051, 1504, 1224]
article-body: ਅੰਮ੍ਰਿਤਸਰ, 7 ਅਪ੍ਰੈਲ - ਖਾਲਸਾ ਸਾਜਨਾ ਦਿਵਸ ਮੌਕੇ ਪਾਕਿਸਤਾਨ ਸਥਿਤ ਗੁਰਧਾਮਾਂ ਦੇ ਦਰਸ਼ਨਾਂ ਲਈ 1763 ਸ਼ਰਧਾਲੂਆਂ ਦਾ ਜਥਾ ਰਵਾਨਾ ਹੋਵੇਗਾ। ਸ਼੍ਰੋਮਣੀ ਕਮੇਟੀ ਦੇ ਅਧਿਕਾਰੀਆਂ ਨੇ ਦੱਸਿਆ ਕਿ ਜਥਾ 10 ਅਪ੍ਰੈਲ ਨੂੰ ਅਟਾਰੀ ਸਰਹੱਦ ਰਾਹੀਂ ਰਵਾਨਾ ਹੋਵੇਗਾ ਅਤੇ ਪੰਜਾ ਸਾਹਿਬ, ਨਨਕਾਣਾ ਸਾਹਿਬ ਤੇ ਹੋਰ ਗੁਰਦੁਆਰਿਆਂ ਦੇ ਦਰਸ਼ਨ ਕਰੇਗਾ। ਉਨ੍ਹਾਂ ਕਿਹਾ ਕਿ ਸਾਰੇ ਸ਼ਰਧਾਲੂਆਂ ਦੇ ਵੀਜ਼ੇ ਲੱਗ ਚੁੱਕੇ ਹਨ ਅਤੇ ਯਾਤਰਾ ਦੇ ਸਾਰੇ ਪ੍ਰਬੰਧ ਮੁਕੰਮਲ ਕਰ ਲਏ ਗਏ ਹਨ।: [756, 535, 1304, 553]
article-photo-chowki: [618, 1014, 1012, 1164]
article-headline-line-1: ਗੁਰਮਤਿ ਸੇਵਾ ਸੁਸਾਇਟੀ ਜੰਡਾਲੀ ਵੱਲੋਂ 15 ਭਗਤਾਂ ਦੀ ਯਾਦ ਨੂੰ: [567, 694, 931, 714]
article-photo-councillor: [1315, 660, 1388, 746]
divider: [190, 471, 1308, 473]
photo-figures: [9, 789, 182, 876]
page-grid: [8, 57, 1504, 1224]
right-column: [1315, 57, 1504, 1224]
article-headline: ਲੋਕ ਸੇਵਾ ਸੁਸਾਇਟੀ ਨੇ ਕੰਪਿਊਟਰ ਕੋਰਸ ਮੁਕੰਮਲ ਹੋਣ 'ਤੇ ਵਿਦਿਆਰਥੀਆਂ ਨੂੰ ਸਰਟੀਫਿਕੇਟ ਤਕਸੀਮ ਕੀਤੇ: [252, 482, 683, 496]
article-photo-mandi-yard: [1315, 863, 1504, 981]
lead-body-right: ਆਗੂਆਂ ਨੇ ਕਿਹਾ ਕਿ ਵਿਭਾਗ ਵਿੱਚ ਕੰਮ ਕਰਦੇ ਹਜ਼ਾਰਾਂ ਮੁਲਾਜ਼ਮਾਂ ਦਾ ਭਵਿੱਖ ਦਾਅ ਉੱਤੇ ਲੱਗਾ ਹੋਇਆ ਹੈ। ਉਨ੍ਹਾਂ ਮੰਗ ਕੀਤੀ ਕਿ ਸਾਰੇ ਠੇਕਾ ਮੁਲਾਜ਼ਮਾਂ ਨੂੰ ਰੈਗੂਲਰ ਕੀਤਾ ਜਾਵੇ, ਬਰਾਬਰ ਕੰਮ ਬਰਾਬਰ ਤਨਖਾਹ ਲਾਗੂ ਕੀਤੀ ਜਾਵੇ ਅਤੇ ਮੁਲਾਜ਼ਮ ਵਿਰੋਧੀ ਨੀਤੀਆਂ ਵਾਪਸ ਲਈਆਂ ਜਾਣ। ਪ੍ਰਦਰਸ਼ਨ ਵਿੱਚ ਵੱਡੀ ਗਿਣਤੀ ਵਿੱਚ ਮਰਦ ਅਤੇ ਔਰਤ ਮੁਲਾਜ਼ਮ ਸ਼ਾਮਲ ਹੋਏ। ਇਸ ਮੌਕੇ ਸਰਕਾਰ ਵਿਰੁੱਧ ਜ਼ੋਰਦਾਰ ਨਾਅਰੇਬਾਜ਼ੀ ਕੀਤੀ ਗਈ ਅਤੇ ਚਿਤਾਵਨੀ ਦਿੱਤੀ ਗਈ ਕਿ ਸੰਘਰਸ਼ ਹੋਰ ਤਿੱਖਾ ਕੀਤਾ ਜਾਵੇਗਾ।: [919, 138, 1302, 164]
divider: [1315, 1040, 1504, 1041]
article-headline: ਬਾਬਾ ਬਾਲਕ ਨਾਥ ਮੰਦਿਰ ਮੰਡੀ ਮੁੱਲਾਂਪੁਰ ਵਿਖੇ ਕੀਰਤਨ ਅਤੇ ਸਤਿਸੰਗ ਕਰਵਾਇਆ: [1317, 57, 1503, 80]
article-headline: ਮੈਕਰੋ ਗਲੋਬਲ ਸੇਵਾ ਦੀ ਸਹਾਰਾਨੂੰ ਬ੍ਰਾਂਚ ਨੇ ਲੁਧਿਆਣਾ ਚਾਰ ਮਹੀਨਿਆਂ ਵਿੱਚ ਇੱਕ ਹੋਰ ਕੈਨੇਡਾ ਸੁਪਰ ਵੀਜ਼ਾ: [1317, 456, 1502, 479]
article-body-cont: ਅੰਮ੍ਰਿਤਸਰ, 7 ਅਪ੍ਰੈਲ - ਖਾਲਸਾ ਸਾਜਨਾ ਦਿਵਸ ਮੌਕੇ ਪਾਕਿਸਤਾਨ ਸਥਿਤ ਗੁਰਧਾਮਾਂ ਦੇ ਦਰਸ਼ਨਾਂ ਲਈ 1763 ਸ਼ਰਧਾਲੂਆਂ ਦਾ ਜਥਾ ਰਵਾਨਾ ਹੋਵੇਗਾ। ਸ਼੍ਰੋਮਣੀ ਕਮੇਟੀ ਦੇ ਅਧਿਕਾਰੀਆਂ ਨੇ ਦੱਸਿਆ ਕਿ ਜਥਾ 10 ਅਪ੍ਰੈਲ ਨੂੰ ਅਟਾਰੀ ਸਰਹੱਦ ਰਾਹੀਂ ਰਵਾਨਾ ਹੋਵੇਗਾ ਅਤੇ ਪੰਜਾ ਸਾਹਿਬ, ਨਨਕਾਣਾ ਸਾਹਿਬ ਤੇ ਹੋਰ ਗੁਰਦੁਆਰਿਆਂ ਦੇ ਦਰਸ਼ਨ ਕਰੇਗਾ। ਉਨ੍ਹਾਂ ਕਿਹਾ ਕਿ ਸਾਰੇ ਸ਼ਰਧਾਲੂਆਂ ਦੇ ਵੀਜ਼ੇ ਲੱਗ ਚੁੱਕੇ ਹਨ ਅਤੇ ਯਾਤਰਾ ਦੇ ਸਾਰੇ ਪ੍ਰਬੰਧ ਮੁਕੰਮਲ ਕਰ ਲਏ ਗਏ ਹਨ।: [756, 651, 1304, 668]
article-subhead: ਝੋਨੇ ਦੀ ਸਰਕਾਰੀ ਖਰੀਦ ਦੇ ਪ੍ਰਬੰਧਾਂ ਨੂੰ ਲੈ ਕੇ ਮੰਡੀਆਂ ਵਿੱਚ ਸਫ਼ਾਈ ਮੁਕੰਮਲ: [1328, 849, 1492, 857]
article-body-right: ਪ੍ਰਸਿੱਧ ਭਜਨ ਗਾਇਕਾਂ ਨੇ ਮਾਤਾ ਦੇ ਭਜਨ ਗਾ ਕੇ ਸੰਗਤ ਨੂੰ ਨਿਹਾਲ ਕੀਤਾ। ਪ੍ਰਬੰਧਕਾਂ ਨੇ ਦੱਸਿਆ ਕਿ ਇਹ ਚੌਂਕੀ ਹਰ ਸਾਲ ਕਰਵਾਈ ਜਾਂਦੀ ਹੈ। ਅੰਤ ਵਿੱਚ ਆਰਤੀ ਉਪਰੰਤ ਅਟੁੱਟ ਲੰਗਰ ਵਰਤਾਇਆ ਗਿਆ।: [1016, 1015, 1299, 1032]
logo-part-1: ਹੱਕ ਸੱਚ: [8, 10, 83, 40]
